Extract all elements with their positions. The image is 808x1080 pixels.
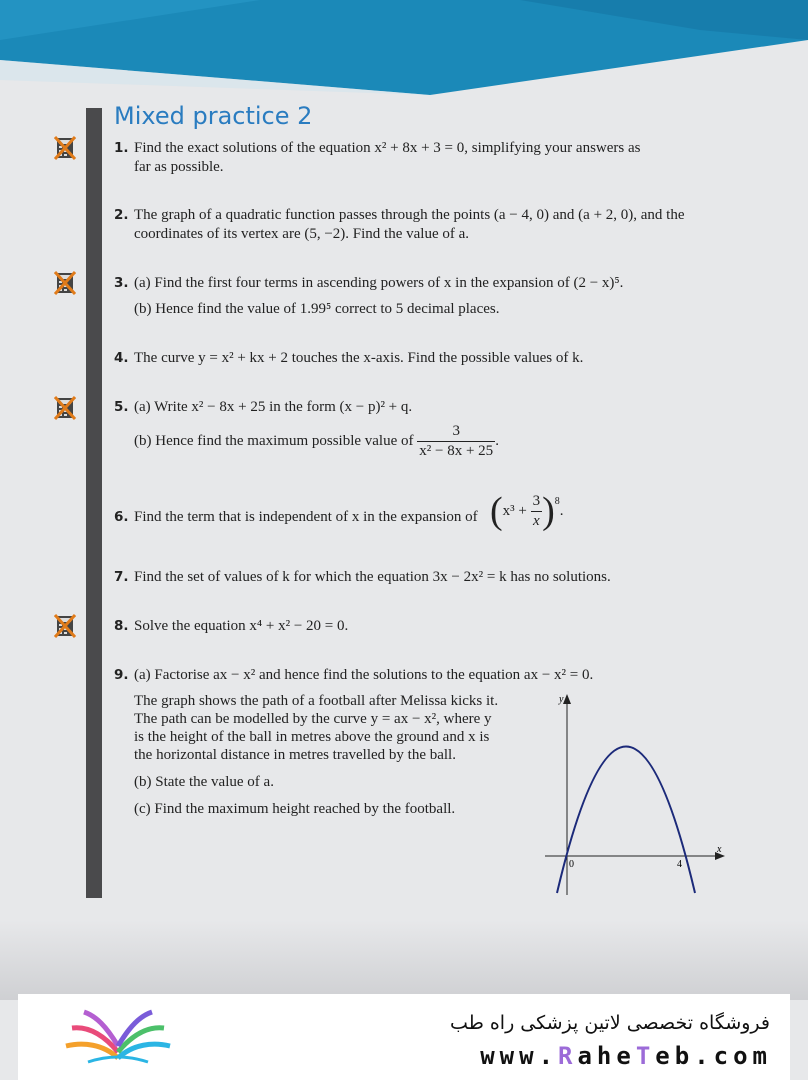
question-text: Find the exact solutions of the equation x² + 8x + 3 = 0, simplifying your answers as [134, 140, 641, 156]
question-text: Solve the equation x⁴ + x² − 20 = 0. [134, 618, 349, 634]
question-text: The graph of a quadratic function passes through the points (a − 4, 0) and (a + 2, 0), and the [134, 207, 685, 223]
question-paragraph: is the height of the ball in metres above the ground and x is [134, 729, 490, 745]
question-part-c: (c) Find the maximum height reached by the football. [134, 801, 456, 817]
crossed-calculator-icon [54, 271, 76, 295]
question-part-a: (a) Factorise ax − x² and hence find the solutions to the equation ax − x² = 0. [134, 667, 594, 683]
question-paragraph: the horizontal distance in metres travelled by the ball. [134, 747, 456, 763]
question-part-a: (a) Find the first four terms in ascending powers of x in the expansion of (2 − x)⁵. [134, 275, 624, 291]
parabola-graph [545, 690, 735, 895]
footer-watermark [18, 994, 790, 1080]
question-paragraph: The graph shows the path of a football after Melissa kicks it. [134, 693, 499, 709]
question-part-b: (b) Hence find the maximum possible value of $\frac{3}{\text{x² − 8x + 25}}$ . [134, 423, 499, 459]
question-part-b: (b) Hence find the value of 1.99⁵ correct to 5 decimal places. [134, 301, 500, 317]
question-text: Find the term that is independent of x in the expansion of [134, 509, 478, 525]
y-axis-arrow [563, 694, 571, 704]
page-bottom-shadow [0, 920, 808, 1000]
question-text: coordinates of its vertex are (5, −2). Find the value of a. [134, 226, 470, 242]
parabola-curve [557, 747, 695, 894]
open-book-logo [58, 1004, 178, 1068]
y-axis-label: y [559, 694, 564, 705]
question-part-b: (b) State the value of a. [134, 774, 274, 790]
question-text: far as possible. [134, 159, 224, 175]
crossed-calculator-icon [54, 614, 76, 638]
left-margin-bar [86, 108, 102, 898]
question-paragraph: The path can be modelled by the curve y = ax − x², where y [134, 711, 492, 727]
root-label: 4 [677, 859, 682, 870]
question-part-a: (a) Write x² − 8x + 25 in the form (x − p)² + q. [134, 399, 413, 415]
question-text: Find the set of values of k for which the equation 3x − 2x² = k has no solutions. [134, 569, 611, 585]
origin-label: 0 [569, 859, 574, 870]
website-url[interactable]: www.RaheTeb.com [480, 1042, 772, 1070]
store-name: فروشگاه تخصصی لاتین پزشکی راه طب [450, 1012, 770, 1034]
crossed-calculator-icon [54, 136, 76, 160]
crossed-calculator-icon [54, 396, 76, 420]
header-banner [0, 0, 808, 110]
fraction: $\frac{3}{\text{x² − 8x + 25}}$ [419, 423, 494, 459]
fraction: $\frac{3}{x}$ [532, 493, 541, 529]
expansion-expression: (x³ + $\frac{3}{x}$ )$^8$. [490, 490, 564, 532]
question-text: The curve y = x² + kx + 2 touches the x-axis. Find the possible values of k. [134, 350, 584, 366]
section-title: Mixed practice 2 [114, 102, 313, 130]
x-axis-label: x [717, 844, 722, 855]
